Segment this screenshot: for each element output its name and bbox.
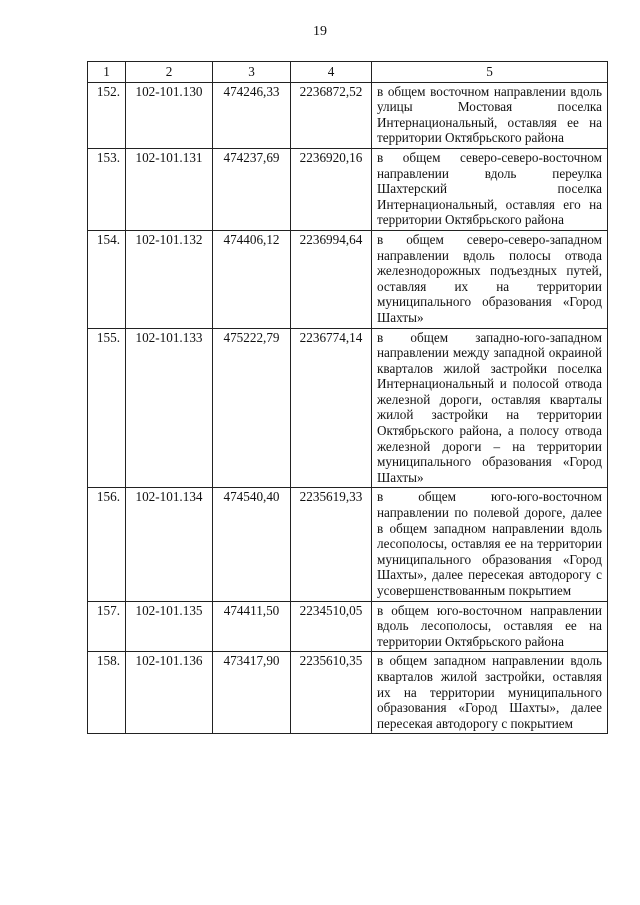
- boundary-description: в общем западно-юго-западном направлении между западной окраиной кварталов жилой застройки поселка Интернациональный и полосой отвода железной дороги, оставляя кварталы жилой застройки на территории Октябрьского района, а полосу отвода железной дороги – на территории муниципального образования «Город Шахты»: [372, 328, 608, 488]
- coordinate-x: 474406,12: [213, 230, 291, 328]
- boundary-description: в общем северо-северо-восточном направлении вдоль переулка Шахтерский поселка Интернациональный, оставляя его на территории Октябрьского района: [372, 148, 608, 230]
- table-row: [88, 328, 608, 488]
- row-number: 157.: [88, 601, 126, 652]
- column-header: 5: [372, 62, 608, 83]
- boundary-description: в общем юго-восточном направлении вдоль лесополосы, оставляя ее на территории Октябрьского района: [372, 601, 608, 652]
- row-number: 152.: [88, 82, 126, 148]
- table-header-row: [88, 62, 608, 83]
- coordinate-y: 2234510,05: [291, 601, 372, 652]
- coordinate-y: 2235610,35: [291, 652, 372, 734]
- boundary-points-table: [87, 61, 608, 734]
- coordinate-y: 2236994,64: [291, 230, 372, 328]
- coordinate-y: 2236920,16: [291, 148, 372, 230]
- table-row: [88, 488, 608, 601]
- column-header: 1: [88, 62, 126, 83]
- boundary-description: в общем северо-северо-западном направлении вдоль полосы отвода железнодорожных подъездных путей, оставляя их на территории муниципального образования «Город Шахты»: [372, 230, 608, 328]
- table-row: [88, 601, 608, 652]
- boundary-description: в общем восточном направлении вдоль улицы Мостовая поселка Интернациональный, оставляя ее на территории Октябрьского района: [372, 82, 608, 148]
- page-number: 19: [313, 24, 327, 39]
- coordinate-x: 474540,40: [213, 488, 291, 601]
- row-number: 154.: [88, 230, 126, 328]
- table-row: [88, 148, 608, 230]
- coordinate-x: 475222,79: [213, 328, 291, 488]
- coordinate-y: 2236774,14: [291, 328, 372, 488]
- point-code: 102-101.133: [126, 328, 213, 488]
- column-header: 3: [213, 62, 291, 83]
- table-row: [88, 230, 608, 328]
- point-code: 102-101.131: [126, 148, 213, 230]
- column-header: 2: [126, 62, 213, 83]
- point-code: 102-101.130: [126, 82, 213, 148]
- row-number: 156.: [88, 488, 126, 601]
- point-code: 102-101.135: [126, 601, 213, 652]
- coordinate-x: 473417,90: [213, 652, 291, 734]
- point-code: 102-101.134: [126, 488, 213, 601]
- row-number: 158.: [88, 652, 126, 734]
- boundary-description: в общем юго-юго-восточном направлении по полевой дороге, далее в общем западном направлении вдоль лесополосы, оставляя ее на территории муниципального образования «Город Шахты», далее пересекая автодорогу с усовершенствованным покрытием: [372, 488, 608, 601]
- row-number: 155.: [88, 328, 126, 488]
- boundary-description: в общем западном направлении вдоль кварталов жилой застройки, оставляя их на территории муниципального образования «Город Шахты», далее пересекая автодорогу с покрытием: [372, 652, 608, 734]
- coordinate-x: 474237,69: [213, 148, 291, 230]
- coordinate-y: 2236872,52: [291, 82, 372, 148]
- coordinate-x: 474411,50: [213, 601, 291, 652]
- coordinate-x: 474246,33: [213, 82, 291, 148]
- point-code: 102-101.136: [126, 652, 213, 734]
- table-row: [88, 82, 608, 148]
- column-header: 4: [291, 62, 372, 83]
- point-code: 102-101.132: [126, 230, 213, 328]
- coordinate-y: 2235619,33: [291, 488, 372, 601]
- row-number: 153.: [88, 148, 126, 230]
- table-row: [88, 652, 608, 734]
